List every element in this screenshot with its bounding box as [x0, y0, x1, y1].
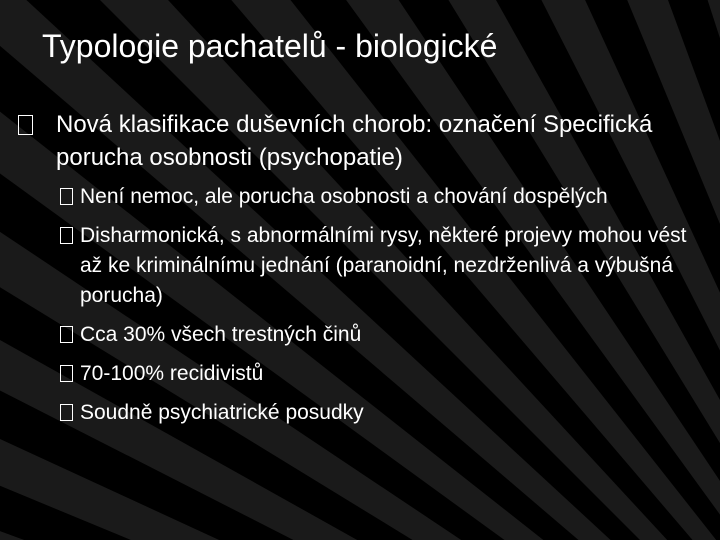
sub-bullet-text: 70-100% recidivistů	[80, 362, 264, 385]
sub-bullet-text: Disharmonická, s abnormálními rysy, některé projevy mohou vést až ke kriminálnímu jednání (paranoidní, nezdrženlivá a výbušná porucha)	[80, 224, 687, 307]
missing-glyph-box-icon	[18, 108, 58, 141]
sub-bullet-item	[60, 320, 700, 350]
missing-glyph-box-icon	[60, 182, 73, 212]
main-bullet-text: Nová klasifikace duševních chorob: označení Specifická porucha osobnosti (psychopatie)	[56, 111, 653, 171]
sub-bullet-item	[60, 398, 700, 428]
sub-bullet-text: Soudně psychiatrické posudky	[80, 401, 364, 424]
sub-bullet-item	[60, 182, 700, 212]
sub-bullet-item	[60, 221, 700, 311]
sub-bullet-item	[60, 359, 700, 389]
missing-glyph-box-icon	[60, 398, 73, 428]
missing-glyph-box-icon	[60, 221, 73, 251]
sub-bullet-list	[60, 182, 700, 437]
missing-glyph-box-icon	[60, 359, 73, 389]
sub-bullet-text: Cca 30% všech trestných činů	[80, 323, 362, 346]
sub-bullet-text: Není nemoc, ale porucha osobnosti a chování dospělých	[80, 185, 608, 208]
missing-glyph-box-icon	[60, 320, 73, 350]
slide-title: Typologie pachatelů - biologické	[42, 28, 498, 64]
